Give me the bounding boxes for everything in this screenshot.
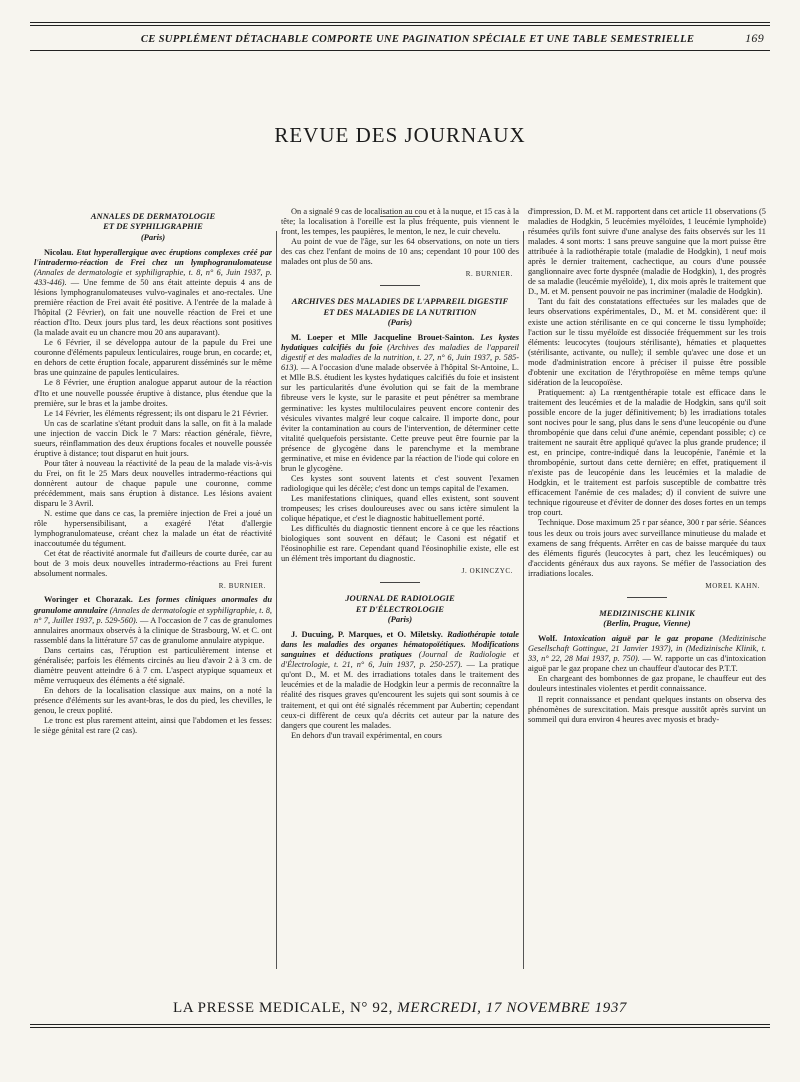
article-signature: MOREL KAHN. (705, 581, 760, 590)
top-rule (30, 22, 770, 23)
page (30, 22, 770, 1062)
article-paragraph: Ces kystes sont souvent latents et c'est souvent l'examen radiologique qui les décèle; c'est donc un temps capital de l'examen. (280, 473, 519, 493)
article-reference: (Journal de Radiologie et d'Électrologie, t. 21, n° 6, Juin 1937, p. 250-257). (280, 650, 519, 670)
article-signature: R. BURNIER. (465, 270, 513, 279)
issue-number: N° 92, (350, 1000, 393, 1016)
header-rule (30, 50, 770, 51)
section-title: ANNALES DE DERMATOLOGIE (90, 211, 216, 221)
running-header (30, 31, 770, 46)
journal-name: LA PRESSE MEDICALE, (172, 1000, 346, 1016)
section-title: JOURNAL DE RADIOLOGIE (345, 593, 455, 604)
article-paragraph: Les difficultés du diagnostic tiennent encore à ce que les réactions biologiques sont souvent en défaut; le Casoni est négatif et l'éosinophilie est rare. Cependant quand l'éosinophilie existe, elle est un élément très important du diagnostic. (280, 524, 519, 564)
article-signature: R. BURNIER. (218, 582, 266, 591)
article-paragraph (34, 248, 272, 338)
section-city: (Paris) (387, 317, 413, 328)
article-paragraph (528, 634, 766, 674)
article-paragraph: En chargeant des bombonnes de gaz propane, le chauffeur eut des douleurs intestinales violentes et perdit connaissance. (527, 674, 766, 694)
article-title: Intoxication aiguë par le gaz propane (563, 634, 713, 644)
top-rule-thin (30, 25, 770, 26)
article-paragraph: Il reprit connaissance et pendant quelques instants on observa des phénomènes de surexcitation. Mais presque aussitôt après survint un sommeil qui dura environ 4 heures avec myosis et brady- (527, 694, 766, 724)
section-title-line2: ET D'ÉLECTROLOGIE (355, 603, 445, 614)
article-text: — La pratique qu'ont D., M. et M. des irradiations totales dans le traitement des leucémies et de la maladie de Hodgkin leur a permis de reconnaître la réalité des risques graves qu'encourent les sujets qui sont soumis à ce traitement, et qui ont été signalés récemment par Aubertin; cependant ceux-ci diffèrent de ceux qu'a décrits cet auteur par la nature des dangers que courent les malades. (280, 660, 519, 730)
article-paragraph: Un cas de scarlatine s'étant produit dans la salle, on fit à la malade une injection de vaccin Dick le 7 Mars: réaction générale, fièvre, sueurs, réinflammation des deux éruptions focales et nouvelle poussée éruptive à distance; tout disparut en huit jours. (34, 418, 272, 458)
column-1 (30, 207, 276, 977)
article-paragraph: d'impression, D. M. et M. rapportent dans cet article 11 observations (5 maladies de Hodgkin, 5 leucémies myéloïdes, 1 leucémie lymphoïde) résumées qu'ils font suivre d'une analyse des faits observés sur les 11 malades. 4 sont morts: 1 sans preuve sanguine que la mort puisse être attribuée à la radiothérapie totale (maladie de Hodgkin), 1 neuf mois après le dernier traitement, cachectique, au cours d'une poussée ganglionnaire avec forte dyspnée (maladie de Hodgkin), 1, des progrès de sa maladie (leucémie myéloïde), 1, dix mois après le traitement que D., M. et M. pensent pouvoir ne pas incriminer (maladie de Hodgkin). (527, 207, 766, 297)
article-paragraph: En dehors de la localisation classique aux mains, on a noté la présence d'éléments sur les avant-bras, le dos du pied, les chevilles, le genou, le creux poplité. (34, 685, 272, 715)
article-reference: (Annales de dermatologie et syphiligraphie, t. 8, n° 7, Juillet 1937, p. 529-560). (34, 605, 272, 625)
article-paragraph: On a signalé 9 cas de localisation au cou et à la nuque, et 15 cas à la tête; la localisation à l'oreille est la plus fréquente, puis viennent le front, les tempes, les paupières, le menton, le nez, le cuir chevelu. (280, 207, 519, 237)
section-city: (Paris) (140, 231, 166, 242)
section-title: ARCHIVES DES MALADIES DE L'APPAREIL DIGESTIF (291, 296, 509, 307)
article-signature: J. OKINCZYC. (461, 567, 513, 576)
article-reference: (Archives des maladies de l'appareil digestif et des maladies de la nutrition, t. 27, n° 6, Juin 1937, p. 585-613). (280, 343, 519, 373)
article-text: — A l'occasion d'une malade observée à l'hôpital St-Antoine, L. et Mlle B.S. étudient les kystes hydatiques calcifiés du foie et insistent sur les particularités d'une évolution qui se fait de la membrane fibreuse vers le kyste, sur le parasite et peut pénétrer sa membrane germinative: les kystes multiloculaires peuvent encore contenir des vésicules vivantes malgré leur coque calcaire. Il importe donc, pour éviter la contamination au cours de l'intervention, de déterminer cette vitalité quelquefois persistante. Cette preuve peut être fournie par la présence de glycogène dans le parenchyme et la membrane germinative, et mise en évidence par la réaction de l'iode qui colore en brun le glycogène. (280, 363, 519, 473)
page-number: 169 (745, 31, 764, 45)
section-divider (627, 597, 667, 598)
article-paragraph (281, 333, 519, 474)
article-paragraph: Pour tâter à nouveau la réactivité de la peau de la malade vis-à-vis du Frei, on fit le 25 Mars deux nouvelles intradermo-réactions qui donnèrent autour de chaque papule une couronne, comme précédemment, mais sans éruption à distance. Les lésions avaient disparu le 3 Avril. (34, 458, 272, 509)
article-paragraph: Le 8 Février, une éruption analogue apparut autour de la réaction d'Ito et une nouvelle poussée éruptive à distance, plus étendue que la première, sur le bras et la jambe droites. (34, 378, 272, 408)
article-reference: (Annales de dermatologie et syphiligraphie, t. 8, n° 6, Juin 1937, p. 433-446). (34, 267, 272, 287)
section-title: MEDIZINISCHE KLINIK (599, 607, 695, 618)
section-divider (380, 285, 420, 286)
issue-date: MERCREDI, 17 NOVEMBRE 1937 (397, 1000, 628, 1016)
footer-rule (30, 1024, 770, 1025)
article-columns (30, 207, 770, 977)
article-paragraph: Au point de vue de l'âge, sur les 64 observations, on note un tiers des cas chez l'enfant de moins de 10 ans; cependant 10 pour 100 des malades ont plus de 50 ans. (280, 237, 519, 267)
article-paragraph: Le tronc est plus rarement atteint, ainsi que l'abdomen et les fesses: le siège génital est rare (2 cas). (34, 716, 272, 736)
page-title: REVUE DES JOURNAUX (274, 123, 526, 147)
article-paragraph: Les manifestations cliniques, quand elles existent, sont souvent trompeuses; les crises douloureuses avec ou sans ictère simulent la colique hépatique, et c'est le diagnostic habituellement porté. (280, 493, 519, 524)
article-paragraph: Le 6 Février, il se développa autour de la papule du Frei une couronne d'éléments papuleux lenticulaires, rouge brun, en cocarde; et, en dehors de cette éruption focale, apparurent disséminés sur le même bras une quinzaine de papules lenticulaires. (34, 338, 272, 378)
footer-rule-thin (30, 1027, 770, 1028)
article-reference: (Medizinische Gesellschaft Gottingue, 21 Janvier 1937), in (Medizinische Klinik, t. 33, n° 22, 28 Mai 1937, p. 750). (527, 634, 766, 664)
article-paragraph: Pratiquement: a) La rœntgenthérapie totale est efficace dans le traitement des leucémies et de la maladie de Hodgkin, sans qu'il soit possible encore de la juger définitivement; b) les irradiations totales sont nocives pour le sang, plus dans le sens d'une leucopénie ou d'une thrombopénie que dans celui d'une anémie, cependant possible; c) ce traitement ne saurait être appliqué qu'avec la plus grande prudence; il est, en principe, contre-indiqué dans la leucopénie, l'anémie et la thrombopénie, surtout dans cette dernière; en effet, pratiquement il n'existe pas de leucopénie dans les leucémies et la maladie de Hodgkin, et le traitement est parfois susceptible de combattre très efficacement l'anémie de ces malades; d) il convient de suivre une technique rigoureuse et d'éviter de donner des doses fortes en un temps trop court. (527, 387, 766, 518)
article-title: Etat hyperallergique avec éruptions complexes créé par l'intradermo-réaction de Frei chez un lymphogranulomateuse (34, 247, 272, 267)
article-authors: J. Ducuing, P. Marques, et O. Miletsky. (290, 630, 443, 640)
section-title-line2: ET DES MALADIES DE LA NUTRITION (323, 306, 477, 317)
section-city: (Berlin, Prague, Vienne) (603, 618, 691, 629)
article-paragraph: N. estime que dans ce cas, la première injection de Frei a joué un rôle hypersensibilisant, a exagéré l'état d'allergie lymphogranulomateuse, créant chez la malade un état de réactivité inaccoutumée du tégument. (34, 509, 272, 549)
column-3 (524, 207, 770, 977)
supplement-notice: CE SUPPLÉMENT DÉTACHABLE COMPORTE UNE PAGINATION SPÉCIALE ET UNE TABLE SEMESTRIELLE (140, 34, 695, 45)
article-title: Les kystes hydatiques calcifiés du foie (280, 333, 519, 353)
page-footer (30, 1000, 770, 1017)
article-paragraph: Tant du fait des constatations effectuées sur les malades que de leurs observations expérimentales, D., M. et M. considèrent que: il existe une action stérilisante en ce qui concerne le tissu lymphoïde; l'action sur le tissu myéloïde est dissociée fréquemment sur les trois éléments: leucocytes (toujours stérilisante), hématies et plaquettes (stérilisante, activante, ou nulle); il semble qu'avec une dose et un mode d'administration encore à préciser il puisse être possible d'obtenir une excitation de l'érythropoïèse en même temps qu'une sidération de la leucopoïèse. (527, 297, 766, 387)
article-authors: Woringer et Chorazak. (44, 595, 133, 605)
article-text: — Une femme de 50 ans était atteinte depuis 4 ans de lésions lymphogranulomateuses vulvo-vaginales et ano-rectales. Une première réaction de Frei avait été positive. A l'entrée de la malade à l'hôpital (2 Février), on fait une nouvelle réaction de Frei et une réaction d'Ito. Deux jours plus tard, les deux réactions sont positives (la malade avait eu un chancre mou 20 ans auparavant). (34, 278, 272, 338)
article-title: Radiothérapie totale dans les maladies des organes hématopoïétiques. Modifications sanguines et déductions pratiques (280, 630, 519, 660)
article-paragraph (281, 630, 519, 730)
article-paragraph: Dans certains cas, l'éruption est particulièrement intense et généralisée; parfois les éléments circinés au lieu d'avoir 2 à 3 cm. de diamètre peuvent atteindre 6 à 7 cm. L'aspect atypique squameux et même verruqueux des éléments a été signalé. (34, 645, 272, 685)
article-paragraph: Le 14 Février, les éléments régressent; ils ont disparu le 21 Février. (44, 408, 269, 418)
article-authors: Wolf. (537, 634, 558, 644)
article-paragraph: Technique. Dose maximum 25 r par séance, 300 r par série. Séances tous les deux ou trois jours avec surveillance minutieuse du malade et examens de sang fréquents. Arrêter en cas de baisse marquée du taux des éléments figurés (leucocytes à part, chez les leucémiques) ou d'accidents généraux dus aux rayons. Se méfier de l'association des irradiations locales. (527, 518, 766, 578)
section-title-line2: ET DE SYPHILIGRAPHIE (103, 221, 203, 232)
article-title: Les formes cliniques anormales du granulome annulaire (34, 595, 272, 615)
article-authors: Nicolau. (44, 247, 74, 257)
article-authors: M. Loeper et Mlle Jacqueline Brouet-Sainton. (290, 333, 475, 343)
section-divider (380, 582, 420, 583)
article-paragraph: En dehors d'un travail expérimental, en cours (290, 730, 442, 740)
article-paragraph (34, 595, 272, 645)
article-text: — A l'occasion de 7 cas de granulomes annulaires anormaux observés à la clinique de Strasbourg, W. et C. ont rassemblé dans la littérature 57 cas de granulome annulaire atypique. (34, 615, 272, 645)
section-city: (Paris) (387, 614, 413, 625)
article-paragraph: Cet état de réactivité anormale fut d'ailleurs de courte durée, car au bout de 3 mois deux nouvelles intradermo-réactions au Frei furent absolument normales. (34, 549, 272, 579)
column-2 (277, 207, 523, 977)
article-text: — W. rapporte un cas d'intoxication aiguë par le gaz propane chez un chauffeur d'autocar des P.T.T. (527, 654, 766, 674)
